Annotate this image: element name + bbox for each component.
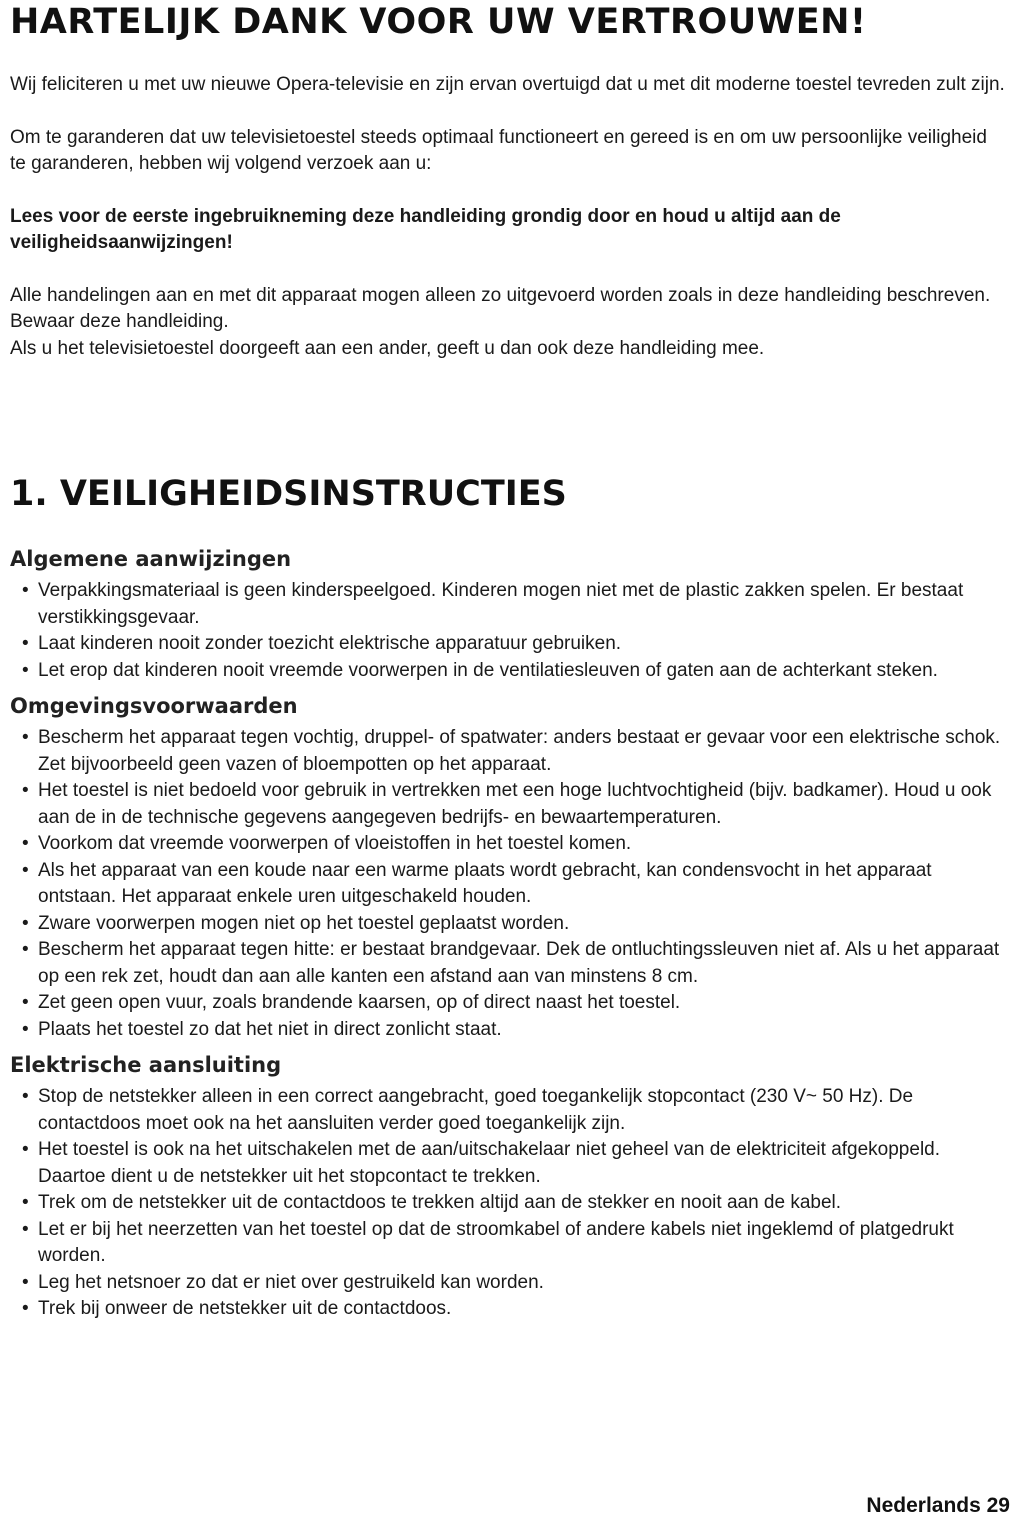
bullet-item [10, 1190, 1008, 1217]
bullet-list [10, 578, 1008, 684]
subsection-heading: Omgevingsvoorwaarden [10, 694, 298, 718]
intro-text [10, 72, 1006, 362]
bullet-text: Als het apparaat van een koude naar een warme plaats wordt gebracht, kan condensvocht in het apparaat ontstaan. Het apparaat enkele uren uitgeschakeld houden. [38, 859, 932, 907]
bullet-icon: • [22, 580, 29, 601]
intro-paragraph: Alle handelingen aan en met dit apparaat mogen alleen zo uitgevoerd worden zoals in deze handleiding beschreven. [10, 284, 991, 306]
section-title: 1. VEILIGHEIDSINSTRUCTIES [10, 474, 567, 514]
safety-sections [10, 544, 1008, 1330]
bullet-text: Bescherm het apparaat tegen hitte: er bestaat brandgevaar. Dek de ontluchtingssleuven niet af. Als u het apparaat op een rek zet, houdt dan aan alle kanten een afstand aan van minstens 8 cm. [38, 939, 1000, 987]
bullet-list [10, 725, 1008, 1043]
bullet-item [10, 778, 1008, 831]
page-footer: Nederlands 29 [866, 1494, 1010, 1517]
bullet-text: Laat kinderen nooit zonder toezicht elektrische apparatuur gebruiken. [38, 633, 622, 654]
bullet-item [10, 1296, 1008, 1323]
intro-warning: Lees voor de eerste ingebruikneming deze handleiding grondig door en houd u altijd aan de veiligheidsaanwijzingen! [10, 205, 841, 253]
bullet-item [10, 831, 1008, 858]
bullet-icon: • [22, 859, 29, 881]
bullet-icon: • [22, 659, 29, 681]
bullet-item [10, 1270, 1008, 1297]
page-title: HARTELIJK DANK VOOR UW VERTROUWEN! [10, 2, 867, 42]
bullet-text: Trek bij onweer de netstekker uit de contactdoos. [38, 1298, 452, 1319]
bullet-text: Verpakkingsmateriaal is geen kinderspeelgoed. Kinderen mogen niet met de plastic zakken spelen. Er bestaat verstikkingsgevaar. [38, 580, 964, 628]
bullet-text: Zet geen open vuur, zoals brandende kaarsen, op of direct naast het toestel. [38, 992, 681, 1013]
bullet-icon: • [22, 633, 29, 654]
bullet-text: Plaats het toestel zo dat het niet in direct zonlicht staat. [38, 1018, 502, 1040]
bullet-text: Trek om de netstekker uit de contactdoos te trekken altijd aan de stekker en nooit aan de kabel. [38, 1192, 842, 1213]
subsection-heading: Algemene aanwijzingen [10, 547, 292, 571]
bullet-item [10, 658, 1008, 685]
bullet-item [10, 937, 1008, 990]
bullet-item [10, 911, 1008, 938]
bullet-icon: • [22, 727, 29, 748]
bullet-text: Let erop dat kinderen nooit vreemde voorwerpen in de ventilatiesleuven of gaten aan de achterkant steken. [38, 659, 938, 681]
bullet-icon: • [22, 1192, 29, 1213]
bullet-text: Stop de netstekker alleen in een correct aangebracht, goed toegankelijk stopcontact (230 V~ 50 Hz). De contactdoos moet ook na het aansluiten verder goed toegankelijk zijn. [38, 1086, 914, 1134]
bullet-item [10, 578, 1008, 631]
bullet-text: Leg het netsnoer zo dat er niet over gestruikeld kan worden. [38, 1271, 544, 1293]
intro-paragraph: Om te garanderen dat uw televisietoestel steeds optimaal functioneert en gereed is en om uw persoonlijke veiligheid te garanderen, hebben wij volgend verzoek aan u: [10, 126, 987, 174]
bullet-text: Het toestel is niet bedoeld voor gebruik in vertrekken met een hoge luchtvochtigheid (bijv. badkamer). Houd u ook aan de in de technische gegevens aangegeven bedrijfs- en bewaartemperaturen. [38, 780, 992, 828]
bullet-icon: • [22, 939, 29, 960]
bullet-icon: • [22, 992, 29, 1013]
subsection-heading: Elektrische aansluiting [10, 1053, 282, 1077]
bullet-list [10, 1084, 1008, 1323]
bullet-icon: • [22, 1086, 29, 1107]
intro-paragraph: Wij feliciteren u met uw nieuwe Opera-televisie en zijn ervan overtuigd dat u met dit moderne toestel tevreden zult zijn. [10, 74, 1005, 95]
bullet-item [10, 990, 1008, 1017]
bullet-item [10, 1217, 1008, 1270]
bullet-text: Het toestel is ook na het uitschakelen met de aan/uitschakelaar niet geheel van de elektriciteit afgekoppeld. Daartoe dient u de netstekker uit het stopcontact te trekken. [38, 1139, 941, 1187]
bullet-item [10, 858, 1008, 911]
bullet-icon: • [22, 833, 29, 854]
bullet-text: Let er bij het neerzetten van het toestel op dat de stroomkabel of andere kabels niet ingeklemd of platgedrukt worden. [38, 1218, 954, 1266]
intro-paragraph: Bewaar deze handleiding. [10, 311, 229, 332]
bullet-icon: • [22, 780, 29, 801]
bullet-item [10, 1137, 1008, 1190]
bullet-text: Zware voorwerpen mogen niet op het toestel geplaatst worden. [38, 912, 570, 934]
bullet-icon: • [22, 1271, 29, 1293]
bullet-icon: • [22, 912, 29, 934]
bullet-icon: • [22, 1218, 29, 1240]
bullet-item [10, 725, 1008, 778]
bullet-text: Voorkom dat vreemde voorwerpen of vloeistoffen in het toestel komen. [38, 833, 632, 854]
bullet-item [10, 631, 1008, 658]
bullet-icon: • [22, 1018, 29, 1040]
bullet-text: Bescherm het apparaat tegen vochtig, druppel- of spatwater: anders bestaat er gevaar voor een elektrische schok. Zet bijvoorbeeld geen vazen of bloempotten op het apparaat. [38, 727, 1001, 775]
intro-paragraph: Als u het televisietoestel doorgeeft aan een ander, geeft u dan ook deze handleiding mee. [10, 337, 765, 359]
bullet-icon: • [22, 1298, 29, 1319]
bullet-item [10, 1084, 1008, 1137]
bullet-icon: • [22, 1139, 29, 1160]
bullet-item [10, 1017, 1008, 1044]
